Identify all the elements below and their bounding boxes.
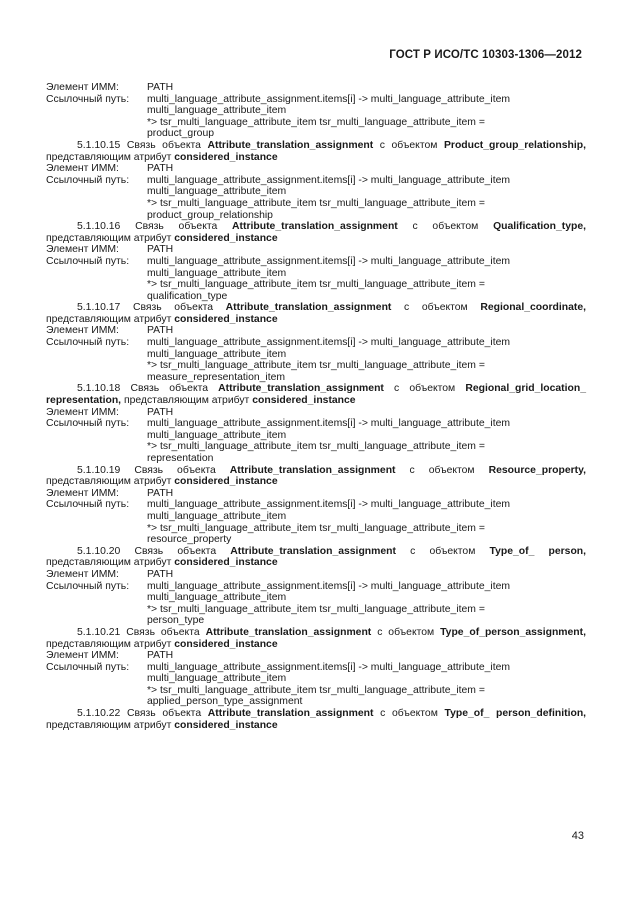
- path-line: *> tsr_multi_language_attribute_item tsr_multi_language_attribute_item =: [147, 684, 485, 696]
- attribute-name: considered_instance: [174, 313, 278, 325]
- element-row: [46, 488, 586, 500]
- target-entity: Resource_property,: [488, 464, 586, 476]
- path-line: resource_property: [147, 534, 232, 546]
- element-label: Элемент ИММ:: [46, 650, 119, 662]
- element-label: Элемент ИММ:: [46, 325, 119, 337]
- ref-path-label: Сcылочный путь:: [46, 174, 130, 186]
- element-label: Элемент ИММ:: [46, 568, 119, 580]
- section-mid: с объектом: [404, 302, 468, 314]
- section-pre: Связь объекта: [132, 302, 214, 314]
- element-value: PATH: [147, 650, 174, 662]
- element-label: Элемент ИММ:: [46, 487, 119, 499]
- attribute-name: considered_instance: [174, 151, 278, 163]
- section-pre: Связь объекта: [127, 708, 202, 720]
- element-label: Элемент ИММ:: [46, 244, 119, 256]
- path-line: product_group_relationship: [147, 209, 273, 221]
- ref-path-label: Сcылочный путь:: [46, 499, 130, 511]
- section-number: 5.1.10.22: [77, 708, 121, 720]
- section-pre: Связь объекта: [130, 383, 209, 395]
- path-line: multi_language_attribute_assignment.items[i] -> multi_language_attribute_item: [147, 174, 511, 186]
- ref-path-row: [46, 94, 586, 140]
- section-mid: с объектом: [412, 221, 479, 233]
- path-line: multi_language_attribute_item: [147, 267, 287, 279]
- section-number: 5.1.10.20: [77, 545, 121, 557]
- section-heading: [46, 627, 586, 650]
- ref-path-row: [46, 337, 586, 383]
- path-line: multi_language_attribute_item: [147, 510, 287, 522]
- sections-container: [46, 140, 586, 708]
- section-pre: Связь объекта: [134, 545, 217, 557]
- path-line: multi_language_attribute_item: [147, 429, 287, 441]
- path-line: *> tsr_multi_language_attribute_item tsr_multi_language_attribute_item =: [147, 603, 485, 615]
- section-mid: с объектом: [377, 626, 435, 638]
- entity-name: Attribute_translation_assignment: [207, 139, 374, 151]
- section-post: представляющим атрибут: [46, 557, 172, 569]
- path-line: applied_person_type_assignment: [147, 696, 303, 708]
- path-line: person_type: [147, 615, 205, 627]
- path-line: measure_representation_item: [147, 371, 286, 383]
- section-post: представляющим атрибут: [46, 232, 172, 244]
- entity-name: Attribute_translation_assignment: [218, 383, 384, 395]
- path-line: *> tsr_multi_language_attribute_item tsr_multi_language_attribute_item =: [147, 360, 485, 372]
- section-number: 5.1.10.16: [77, 221, 121, 233]
- section-post: представляющим атрибут: [46, 719, 172, 731]
- attribute-name: considered_instance: [174, 476, 278, 488]
- section-heading: [46, 221, 586, 244]
- section-number: 5.1.10.19: [77, 464, 121, 476]
- target-entity: Type_of_ person_definition,: [444, 708, 587, 720]
- section-pre: Связь объекта: [126, 626, 200, 638]
- attribute-name: considered_instance: [174, 557, 278, 569]
- section-post: представляющим атрибут: [46, 638, 172, 650]
- path-line: multi_language_attribute_item: [147, 186, 287, 198]
- ref-path-value: [147, 418, 586, 464]
- path-line: *> tsr_multi_language_attribute_item tsr_multi_language_attribute_item =: [147, 116, 485, 128]
- element-row: [46, 325, 586, 337]
- ref-path-label: Сcылочный путь:: [46, 337, 130, 349]
- path-line: product_group: [147, 128, 215, 140]
- element-row: [46, 244, 586, 256]
- section-pre: Связь объекта: [126, 139, 201, 151]
- entity-name: Attribute_translation_assignment: [232, 221, 398, 233]
- element-row: [46, 569, 586, 581]
- element-value: PATH: [147, 568, 174, 580]
- ref-path-row: [46, 662, 586, 708]
- path-line: multi_language_attribute_assignment.items[i] -> multi_language_attribute_item: [147, 93, 511, 105]
- entity-name: Attribute_translation_assignment: [205, 626, 372, 638]
- section-heading: [46, 140, 586, 163]
- target-entity: Type_of_person_assignment,: [440, 626, 587, 638]
- attribute-name: considered_instance: [252, 395, 356, 407]
- ref-path-value: [147, 256, 586, 302]
- section-mid: с объектом: [380, 708, 438, 720]
- ref-path-label: Сcылочный путь:: [46, 255, 130, 267]
- section-number: 5.1.10.17: [77, 302, 121, 314]
- element-value: PATH: [147, 163, 174, 175]
- ref-path-row: [46, 418, 586, 464]
- element-value: PATH: [147, 82, 174, 93]
- element-row: [46, 407, 586, 419]
- section-post: представляющим атрибут: [46, 313, 172, 325]
- ref-path-row: [46, 581, 586, 627]
- element-value: PATH: [147, 244, 174, 256]
- attribute-name: considered_instance: [174, 638, 278, 650]
- ref-path-value: [147, 175, 586, 221]
- ref-path-value: [147, 662, 586, 708]
- target-entity: Qualification_type,: [493, 221, 587, 233]
- section-heading: [46, 465, 586, 488]
- section-heading: [46, 546, 586, 569]
- element-row: [46, 650, 586, 662]
- ref-path-label: Сcылочный путь:: [46, 661, 130, 673]
- section-number: 5.1.10.18: [77, 383, 121, 395]
- path-line: qualification_type: [147, 290, 228, 302]
- document-header: ГОСТ Р ИСО/ТС 10303-1306—2012: [389, 49, 582, 61]
- element-row: [46, 82, 586, 94]
- path-line: multi_language_attribute_assignment.items[i] -> multi_language_attribute_item: [147, 418, 511, 430]
- element-value: PATH: [147, 325, 174, 337]
- entity-name: Attribute_translation_assignment: [207, 708, 374, 720]
- section-pre: Связь объекта: [134, 464, 216, 476]
- path-line: *> tsr_multi_language_attribute_item tsr_multi_language_attribute_item =: [147, 522, 485, 534]
- path-line: multi_language_attribute_item: [147, 105, 287, 117]
- ref-path-label: Сcылочный путь:: [46, 418, 130, 430]
- attribute-name: considered_instance: [174, 232, 278, 244]
- path-line: *> tsr_multi_language_attribute_item tsr_multi_language_attribute_item =: [147, 197, 485, 209]
- section-number: 5.1.10.15: [77, 139, 121, 151]
- section-post: представляющим атрибут: [46, 151, 172, 163]
- entity-name: Attribute_translation_assignment: [225, 302, 392, 314]
- path-line: *> tsr_multi_language_attribute_item tsr_multi_language_attribute_item =: [147, 441, 485, 453]
- element-value: PATH: [147, 487, 174, 499]
- section-mid: с объектом: [410, 545, 476, 557]
- element-value: PATH: [147, 406, 174, 418]
- element-row: [46, 163, 586, 175]
- path-line: multi_language_attribute_item: [147, 592, 287, 604]
- path-line: multi_language_attribute_item: [147, 348, 287, 360]
- document-body: [46, 82, 586, 731]
- path-line: representation: [147, 453, 214, 464]
- target-entity: Type_of_ person,: [489, 545, 587, 557]
- target-entity: Regional_grid_location_ representation,: [46, 383, 586, 407]
- path-line: multi_language_attribute_assignment.items[i] -> multi_language_attribute_item: [147, 580, 511, 592]
- section-mid: с объектом: [394, 383, 456, 395]
- section-heading: [46, 302, 586, 325]
- element-label: Элемент ИММ:: [46, 163, 119, 175]
- section-mid: с объектом: [409, 464, 475, 476]
- page-number: 43: [571, 830, 584, 842]
- element-label: Элемент ИММ:: [46, 406, 119, 418]
- section-pre: Связь объекта: [135, 221, 218, 233]
- ref-path-value: [147, 499, 586, 545]
- ref-path-value: [147, 581, 586, 627]
- element-label: Элемент ИММ:: [46, 82, 119, 93]
- section-heading: [46, 708, 586, 731]
- section-mid: с объектом: [379, 139, 438, 151]
- path-line: multi_language_attribute_assignment.items[i] -> multi_language_attribute_item: [147, 337, 511, 349]
- path-line: multi_language_attribute_assignment.items[i] -> multi_language_attribute_item: [147, 255, 511, 267]
- path-line: multi_language_attribute_assignment.items[i] -> multi_language_attribute_item: [147, 499, 511, 511]
- target-entity: Regional_coordinate,: [480, 302, 586, 314]
- section-post: представляющим атрибут: [123, 395, 250, 407]
- path-line: multi_language_attribute_item: [147, 673, 287, 685]
- ref-path-row: [46, 499, 586, 545]
- ref-path-label: Сcылочный путь:: [46, 580, 130, 592]
- entity-name: Attribute_translation_assignment: [229, 464, 396, 476]
- path-line: multi_language_attribute_assignment.items[i] -> multi_language_attribute_item: [147, 661, 511, 673]
- ref-path-value: [147, 337, 586, 383]
- section-post: представляющим атрибут: [46, 476, 172, 488]
- section-number: 5.1.10.21: [77, 626, 121, 638]
- target-entity: Product_group_relationship,: [443, 139, 586, 151]
- path-line: *> tsr_multi_language_attribute_item tsr_multi_language_attribute_item =: [147, 279, 485, 291]
- ref-path-row: [46, 256, 586, 302]
- ref-path-label: Ссылочный путь:: [46, 93, 130, 105]
- ref-path-value: [147, 94, 586, 140]
- entity-name: Attribute_translation_assignment: [230, 545, 396, 557]
- section-heading: [46, 383, 586, 406]
- attribute-name: considered_instance: [174, 719, 278, 731]
- ref-path-row: [46, 175, 586, 221]
